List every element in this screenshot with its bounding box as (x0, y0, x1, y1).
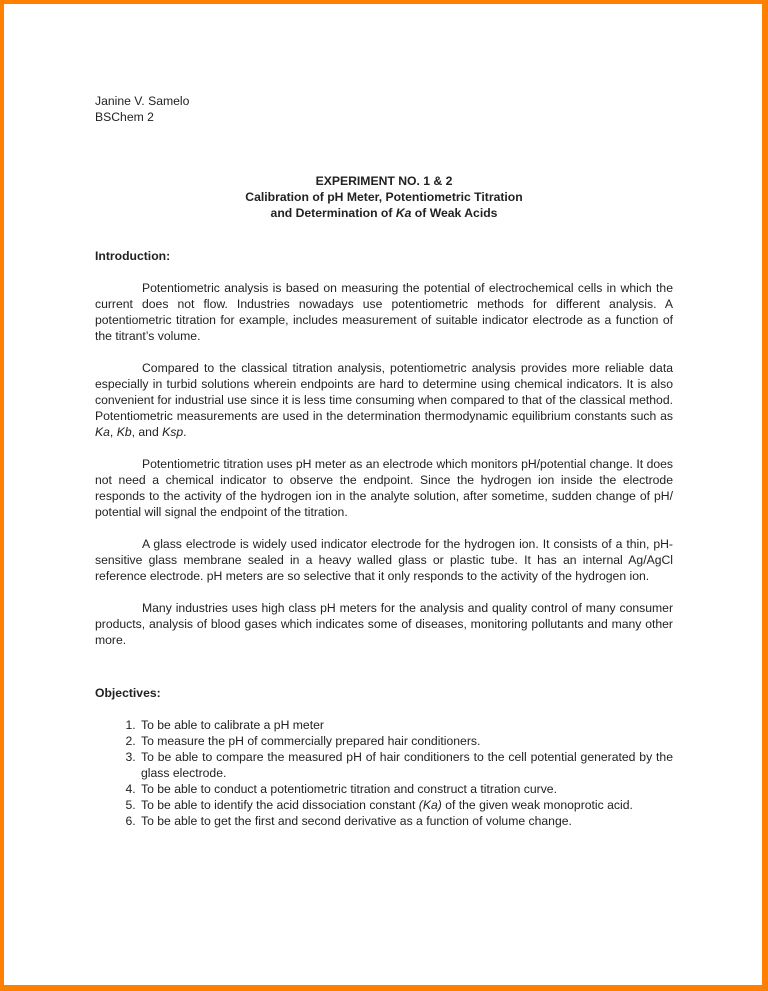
objective-item: 6. To be able to get the first and second derivative as a function of volume change. (139, 813, 673, 829)
objective-item: 1. To be able to calibrate a pH meter (139, 717, 673, 733)
separator: , (109, 425, 117, 439)
author-course: BSChem 2 (95, 110, 154, 124)
introduction-heading: Introduction: (95, 249, 171, 263)
title-line-2 (95, 205, 673, 221)
author-name: Janine V. Samelo (95, 94, 190, 108)
objectives-heading: Objectives: (95, 686, 161, 700)
title-line-1: Calibration of pH Meter, Potentiometric Titration (245, 190, 523, 204)
objective-item: 3. To be able to compare the measured pH of hair conditioners to the cell potential generated by the glass electrode. (139, 749, 673, 781)
intro-paragraph-4: A glass electrode is widely used indicator electrode for the hydrogen ion. It consists of a thin, pH- sensitive glass membrane sealed in a heavy walled glass or plastic tube. It has an internal Ag/AgCl reference electrode. pH meters are so selective that it only responds to the activity of the hydrogen ion. (95, 537, 673, 583)
separator: , and (131, 425, 163, 439)
kb-term: Kb (116, 425, 132, 439)
ksp-term: Ksp (162, 425, 184, 439)
author-block (95, 93, 673, 125)
experiment-number: EXPERIMENT NO. 1 & 2 (315, 174, 453, 188)
objective-item: 4. To be able to conduct a potentiometric titration and construct a titration curve. (139, 781, 673, 797)
ka-term: (Ka) (418, 798, 442, 812)
intro-paragraph-5: Many industries uses high class pH meters for the analysis and quality control of many consumer products, analysis of blood gases which indicates some of diseases, monitoring pollutants and many other more. (95, 601, 673, 647)
document-page (95, 93, 673, 829)
intro-paragraph-2 (95, 360, 673, 440)
intro-p2-text: Compared to the classical titration analysis, potentiometric analysis provides more reliable data especially in turbid solutions wherein endpoints are hard to determine using chemical indicators. It is also convenient for industrial use since it is less time consuming when compared to that of the classical method. Potentiometric measurements are used in the determination thermodynamic equilibrium constants such as (95, 361, 673, 423)
title-line-2-post: of Weak Acids (411, 206, 498, 220)
document-heading (95, 173, 673, 221)
intro-paragraph-3: Potentiometric titration uses pH meter as an electrode which monitors pH/potential change. It does not need a chemical indicator to observe the endpoint. Since the hydrogen ion inside the electrode responds to the activity of the hydrogen ion in the analyte solution, after sometime, sudden change of pH/ potential will signal the endpoint of the titration. (95, 457, 673, 519)
objective-text: To be able to identify the acid dissociation constant (141, 798, 419, 812)
title-line-2-pre: and Determination of (270, 206, 396, 220)
title-ka: Ka (395, 206, 412, 220)
objective-item: 2. To measure the pH of commercially prepared hair conditioners. (139, 733, 673, 749)
objectives-list (95, 717, 673, 829)
ka-term: Ka (95, 425, 110, 439)
objective-item (139, 797, 673, 813)
objective-text: of the given weak monoprotic acid. (441, 798, 633, 812)
intro-paragraph-1: Potentiometric analysis is based on measuring the potential of electrochemical cells in which the current does not flow. Industries nowadays use potentiometric methods for different analysis. A potentiometric titration for example, includes measurement of suitable indicator electrode as a function of the titrant’s volume. (95, 281, 673, 343)
period: . (183, 425, 187, 439)
